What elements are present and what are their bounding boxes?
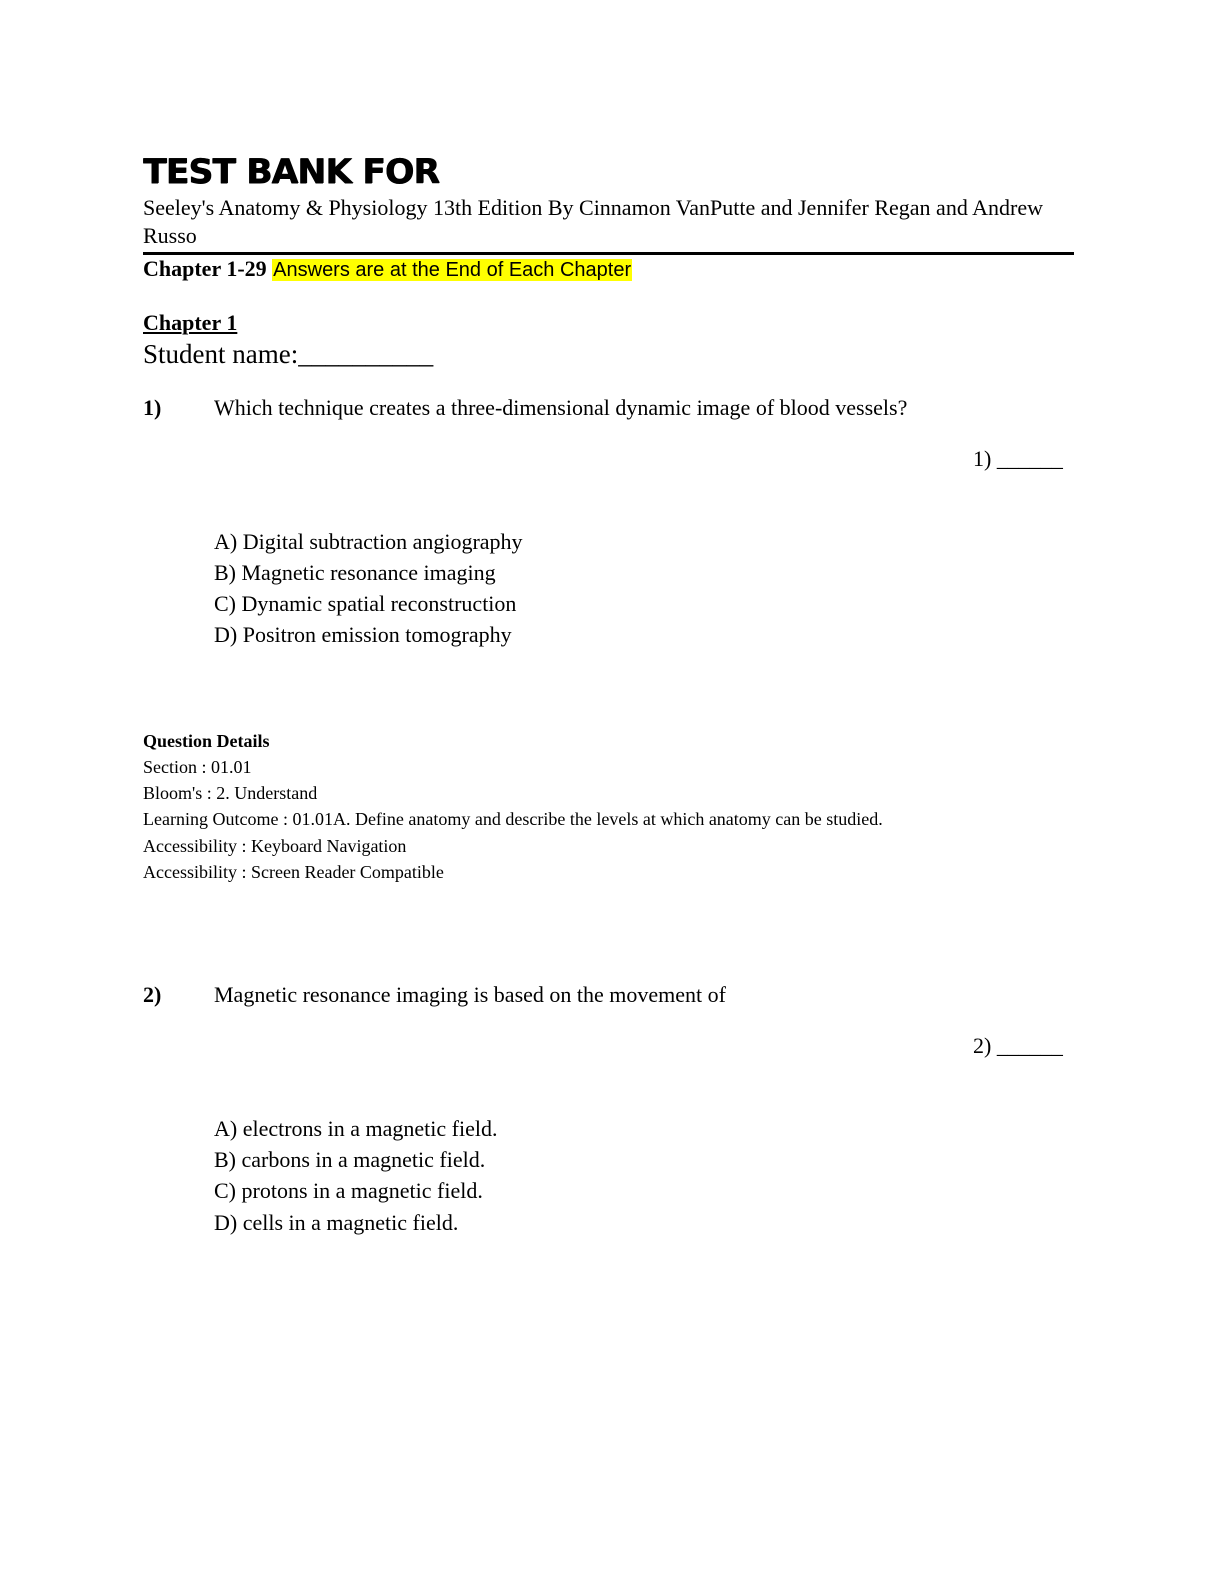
question-2-option-d: D) cells in a magnetic field. xyxy=(214,1210,459,1235)
detail-accessibility-keyboard: Accessibility : Keyboard Navigation xyxy=(143,836,407,856)
detail-accessibility-screen-reader: Accessibility : Screen Reader Compatible xyxy=(143,862,444,882)
question-2-option-b: B) carbons in a magnetic field. xyxy=(214,1147,486,1172)
answers-note-highlight: Answers are at the End of Each Chapter xyxy=(273,259,632,281)
question-1-option-d: D) Positron emission tomography xyxy=(214,622,512,647)
detail-section: Section : 01.01 xyxy=(143,757,252,777)
chapter-range-line xyxy=(143,255,632,284)
question-1-option-a: A) Digital subtraction angiography xyxy=(214,529,523,554)
question-2-option-c: C) protons in a magnetic field. xyxy=(214,1178,483,1203)
question-2-text: Magnetic resonance imaging is based on the movement of xyxy=(214,982,726,1007)
question-2-answer-blank: 2) ______ xyxy=(973,1033,1063,1058)
chapter-range: Chapter 1-29 xyxy=(143,256,267,281)
question-1-answer-blank: 1) ______ xyxy=(973,446,1063,471)
question-1-option-b: B) Magnetic resonance imaging xyxy=(214,560,496,585)
chapter-heading: Chapter 1 xyxy=(143,310,238,335)
question-1-text: Which technique creates a three-dimensional dynamic image of blood vessels? xyxy=(214,395,908,420)
question-2-option-a: A) electrons in a magnetic field. xyxy=(214,1116,498,1141)
question-2-number: 2) xyxy=(143,982,162,1007)
document-title: TEST BANK FOR xyxy=(143,152,439,192)
student-name-field: Student name:__________ xyxy=(143,339,434,369)
document-subtitle: Seeley's Anatomy & Physiology 13th Edition By Cinnamon VanPutte and Jennifer Regan and Andrew Russo xyxy=(143,195,1043,248)
question-details-heading: Question Details xyxy=(143,731,270,751)
detail-learning-outcome: Learning Outcome : 01.01A. Define anatomy and describe the levels at which anatomy can be studied. xyxy=(143,809,883,829)
detail-blooms: Bloom's : 2. Understand xyxy=(143,783,318,803)
question-1-number: 1) xyxy=(143,395,162,420)
question-1-option-c: C) Dynamic spatial reconstruction xyxy=(214,591,517,616)
